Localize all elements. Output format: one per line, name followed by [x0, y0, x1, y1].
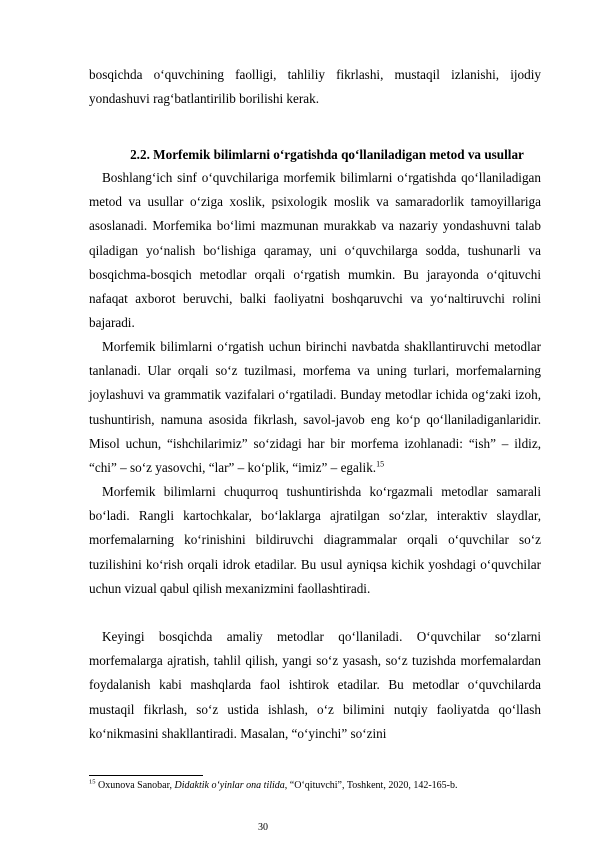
paragraph-3: Morfemik bilimlarni chuqurroq tushuntirishda ko‘rgazmali metodlar samarali bo‘ladi. Rangli kartochkalar, bo‘laklarga ajratilgan so‘zlar, interaktiv slaydlar, morfemalarning ko‘rinishini bildiruvchi diagrammalar orqali o‘quvchilar so‘z tuzilishini ko‘rish orqali idrok etadilar. Bu usul ayniqsa kichik yoshdagi o‘quvchilar uchun vizual qabul qilish mexanizmini faollashtiradi.: [89, 484, 541, 596]
paragraph-2-text: Morfemik bilimlarni o‘rgatish uchun birinchi navbatda shakllantiruvchi metodlar tanlanadi. Ular orqali so‘z tuzilmasi, morfema va uning turlari, morfemalarning joylashuvi va grammatik vazifalari o‘rgatiladi. Bunday metodlar ichida og‘zaki izoh, tushuntirish, namuna asosida fikrlash, savol-javob eng ko‘p qo‘llaniladiganlaridir. Misol uchun, “ishchilarimiz” so‘zidagi har bir morfema izohlanadi: “ish” – ildiz, “chi” – so‘z yasovchi, “lar” – ko‘plik, “imiz” – egalik.: [89, 339, 541, 476]
paragraph-1: Boshlang‘ich sinf o‘quvchilariga morfemik bilimlarni o‘rgatishda qo‘llaniladigan metod va usullar o‘ziga xoslik, psixologik moslik va samaradorlik tamoyillariga asoslanadi. Morfemika bo‘limi mazmunan murakkab va nazariy yondashuvni talab qiladigan yo‘nalish bo‘lishiga qaramay, uni o‘quvchilarga sodda, tushunarli va bosqichma-bosqich metodlar orqali o‘rgatish mumkin. Bu jarayonda o‘qituvchi nafaqat axborot beruvchi, balki faoliyatni boshqaruvchi va yo‘naltiruvchi rolini bajaradi.: [89, 170, 541, 331]
paragraph-block-3: [89, 480, 541, 601]
footnote: [89, 779, 549, 793]
paragraph-2: [89, 335, 541, 480]
footnote-reference[interactable]: 15: [376, 459, 385, 469]
page-number: 30: [258, 822, 268, 833]
section-heading: 2.2. Morfemik bilimlarni o‘rgatishda qo‘llaniladigan metod va usullar: [130, 147, 524, 162]
footnote-author: Oxunova Sanobar,: [98, 780, 173, 791]
top-paragraph-block: [89, 63, 541, 111]
footnote-number: 15: [89, 778, 96, 786]
paragraph-4: Keyingi bosqichda amaliy metodlar qo‘llaniladi. O‘quvchilar so‘zlarni morfemalarga ajratish, tahlil qilish, yangi so‘z yasash, so‘z tuzishda morfemalardan foydalanish kabi mashqlarda faol ishtirok etadilar. Bu metodlar o‘quvchilarda mustaqil fikrlash, so‘z ustida ishlash, o‘z bilimini nutqiy faoliyatda qo‘llash ko‘nikmasini shakllantiradi. Masalan, “o‘yinchi” so‘zini: [89, 629, 541, 741]
footnote-title: Didaktik o‘yinlar ona tilida: [174, 780, 285, 791]
footnote-divider: [89, 775, 203, 776]
paragraph-block-1: [89, 166, 541, 335]
top-paragraph: bosqichda o‘quvchining faolligi, tahliliy fikrlashi, mustaqil izlanishi, ijodiy yondashuvi rag‘batlantirilib borilishi kerak.: [89, 67, 541, 107]
paragraph-block-2: [89, 335, 541, 480]
paragraph-block-4: [89, 625, 541, 746]
footnote-rest: , “O‘qituvchi”, Toshkent, 2020, 142-165-b.: [284, 780, 458, 791]
